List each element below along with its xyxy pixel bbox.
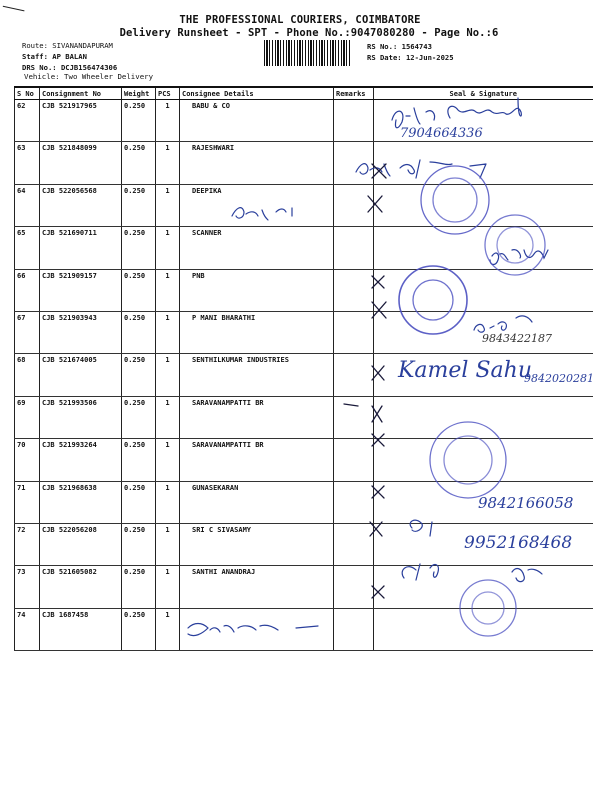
row-weight: 0.250 — [122, 311, 156, 353]
row-pcs: 1 — [156, 100, 180, 142]
row-weight: 0.250 — [122, 227, 156, 269]
row-consignee: SANTHI ANANDRAJ — [180, 566, 334, 608]
row-pcs: 1 — [156, 227, 180, 269]
row-seal-signature — [374, 608, 593, 650]
table-row — [15, 608, 593, 650]
table-row — [15, 100, 593, 142]
row-sno: 72 — [15, 523, 40, 565]
col-header-sno: S No — [15, 87, 40, 100]
row-consignee: P MANI BHARATHI — [180, 311, 334, 353]
row-consignment-no: CJB 521690711 — [40, 227, 122, 269]
row-consignment-no: CJB 521903943 — [40, 311, 122, 353]
row-consignment-no: CJB 521674005 — [40, 354, 122, 396]
row-remarks — [334, 311, 374, 353]
handwritten-phone-row62: 7904664336 — [400, 126, 483, 141]
row-consignee: DEEPIKA — [180, 184, 334, 226]
row-consignment-no: CJB 521917965 — [40, 100, 122, 142]
row-remarks — [334, 227, 374, 269]
row-remarks — [334, 608, 374, 650]
row-remarks — [334, 269, 374, 311]
table-row — [15, 439, 593, 481]
row-consignee: SENTHILKUMAR INDUSTRIES — [180, 354, 334, 396]
row-pcs: 1 — [156, 439, 180, 481]
handwritten-phone-row67: 9843422187 — [482, 332, 552, 345]
row-remarks — [334, 481, 374, 523]
row-sno: 66 — [15, 269, 40, 311]
drs-text: DRS No.: DCJB156474306 — [22, 63, 118, 72]
row-sno: 69 — [15, 396, 40, 438]
row-remarks — [334, 439, 374, 481]
row-seal-signature — [374, 566, 593, 608]
meta-right — [367, 41, 454, 63]
row-pcs: 1 — [156, 523, 180, 565]
row-weight: 0.250 — [122, 100, 156, 142]
row-pcs: 1 — [156, 396, 180, 438]
row-remarks — [334, 566, 374, 608]
row-seal-signature — [374, 439, 593, 481]
row-sno: 68 — [15, 354, 40, 396]
row-remarks — [334, 354, 374, 396]
row-pcs: 1 — [156, 142, 180, 184]
col-header-remarks: Remarks — [334, 87, 374, 100]
row-weight: 0.250 — [122, 354, 156, 396]
row-weight: 0.250 — [122, 269, 156, 311]
row-sno: 62 — [15, 100, 40, 142]
row-sno: 71 — [15, 481, 40, 523]
row-pcs: 1 — [156, 184, 180, 226]
col-header-consignment: Consignment No — [40, 87, 122, 100]
row-sno: 70 — [15, 439, 40, 481]
row-remarks — [334, 184, 374, 226]
rs-number: RS No.: 1564743 — [367, 42, 432, 51]
document-title: THE PROFESSIONAL COURIERS, COIMBATORE — [179, 14, 421, 26]
col-header-seal: Seal & Signature — [374, 87, 593, 100]
row-consignment-no: CJB 522056208 — [40, 523, 122, 565]
row-seal-signature — [374, 269, 593, 311]
row-sno: 73 — [15, 566, 40, 608]
row-weight: 0.250 — [122, 396, 156, 438]
row-sno: 64 — [15, 184, 40, 226]
meta-left — [22, 40, 117, 73]
row-sno: 65 — [15, 227, 40, 269]
handwritten-phone-row71: 9842166058 — [478, 494, 574, 512]
row-weight: 0.250 — [122, 184, 156, 226]
row-seal-signature — [374, 184, 593, 226]
row-consignment-no: CJB 521848099 — [40, 142, 122, 184]
row-sno: 63 — [15, 142, 40, 184]
col-header-consignee: Consignee Details — [180, 87, 334, 100]
row-consignee: SARAVANAMPATTI BR — [180, 396, 334, 438]
row-weight: 0.250 — [122, 481, 156, 523]
row-consignment-no: CJB 1687458 — [40, 608, 122, 650]
row-consignee: SCANNER — [180, 227, 334, 269]
row-consignment-no: CJB 521993264 — [40, 439, 122, 481]
row-weight: 0.250 — [122, 608, 156, 650]
row-remarks — [334, 142, 374, 184]
handwritten-name-row68: Kamel Sahu — [398, 358, 532, 383]
row-consignment-no: CJB 521993506 — [40, 396, 122, 438]
row-consignment-no: CJB 522056568 — [40, 184, 122, 226]
row-seal-signature — [374, 227, 593, 269]
table-header-row — [15, 87, 593, 100]
row-weight: 0.250 — [122, 523, 156, 565]
row-consignee: BABU & CO — [180, 100, 334, 142]
col-header-pcs: PCS — [156, 87, 180, 100]
row-consignee: RAJESHWARI — [180, 142, 334, 184]
row-weight: 0.250 — [122, 142, 156, 184]
row-consignment-no: CJB 521968638 — [40, 481, 122, 523]
row-consignment-no: CJB 521605082 — [40, 566, 122, 608]
route-text: Route: SIVANANDAPURAM — [22, 41, 113, 50]
rs-date: RS Date: 12-Jun-2025 — [367, 53, 454, 62]
table-row — [15, 142, 593, 184]
row-remarks — [334, 100, 374, 142]
row-consignee — [180, 608, 334, 650]
row-pcs: 1 — [156, 481, 180, 523]
row-remarks — [334, 523, 374, 565]
row-weight: 0.250 — [122, 566, 156, 608]
row-pcs: 1 — [156, 354, 180, 396]
row-consignee: SRI C SIVASAMY — [180, 523, 334, 565]
row-consignment-no: CJB 521909157 — [40, 269, 122, 311]
row-sno: 67 — [15, 311, 40, 353]
row-pcs: 1 — [156, 566, 180, 608]
table-row — [15, 566, 593, 608]
row-pcs: 1 — [156, 269, 180, 311]
row-pcs: 1 — [156, 311, 180, 353]
row-pcs: 1 — [156, 608, 180, 650]
row-seal-signature — [374, 142, 593, 184]
handwritten-phone-row68: 9842020281 — [524, 372, 594, 385]
row-weight: 0.250 — [122, 439, 156, 481]
barcode — [264, 40, 352, 66]
document-subtitle: Delivery Runsheet - SPT - Phone No.:9047080280 - Page No.:6 — [119, 27, 499, 39]
row-consignee: PNB — [180, 269, 334, 311]
row-consignee: GUNASEKARAN — [180, 481, 334, 523]
row-consignee: SARAVANAMPATTI BR — [180, 439, 334, 481]
staff-text: Staff: AP BALAN — [22, 52, 87, 61]
row-sno: 74 — [15, 608, 40, 650]
table-row — [15, 227, 593, 269]
vehicle-text: Vehicle: Two Wheeler Delivery — [24, 72, 154, 81]
row-remarks — [334, 396, 374, 438]
table-row — [15, 269, 593, 311]
table-row — [15, 184, 593, 226]
handwritten-phone-row72: 9952168468 — [464, 533, 573, 553]
row-seal-signature — [374, 396, 593, 438]
table-row — [15, 396, 593, 438]
col-header-weight: Weight — [122, 87, 156, 100]
